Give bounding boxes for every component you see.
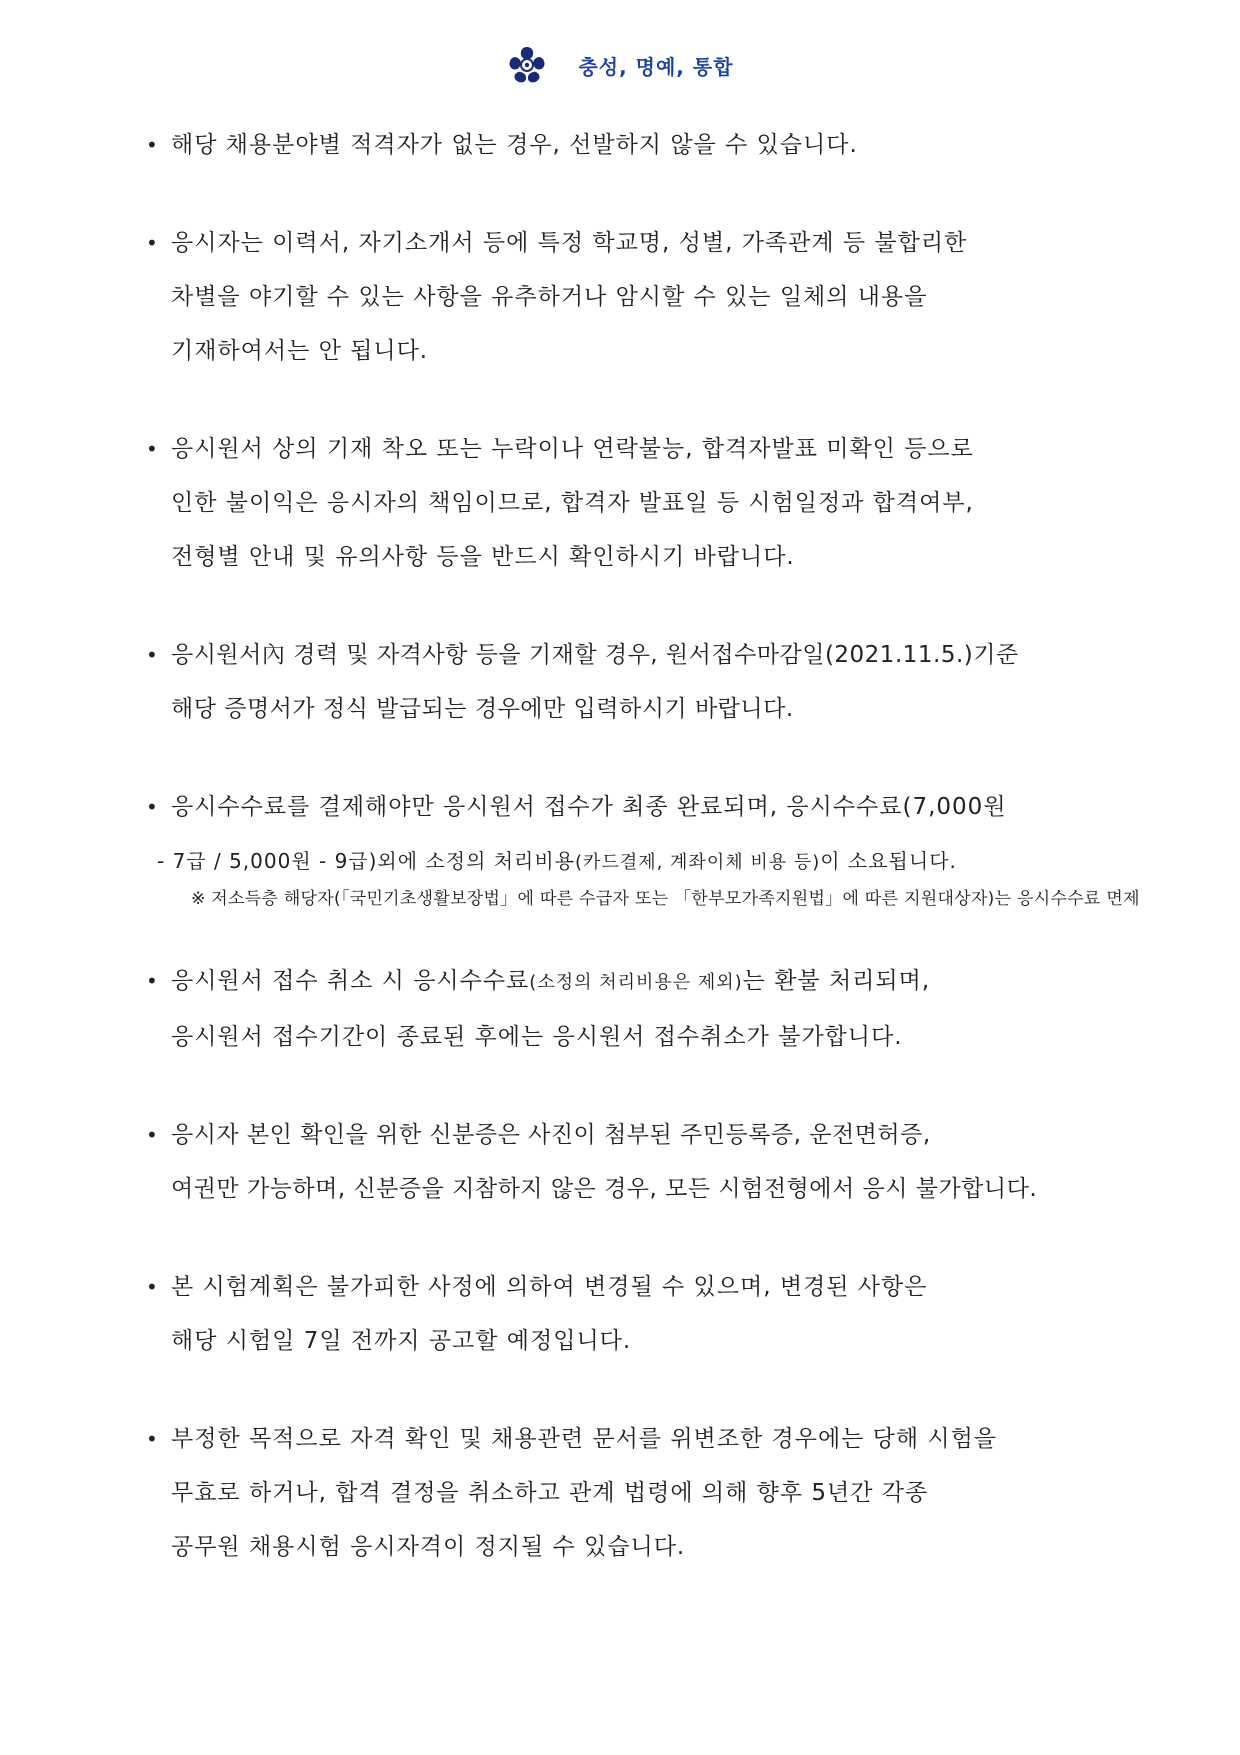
item-text: 응시원서內 경력 및 자격사항 등을 기재할 경우, 원서접수마감일(2021.11.5.)기준 bbox=[171, 642, 1019, 668]
item-text: 기재하여서는 안 됩니다. bbox=[171, 338, 429, 364]
emblem-logo bbox=[506, 44, 548, 86]
list-item bbox=[140, 1412, 1100, 1574]
item-text: 응시수수료를 결제해야만 응시원서 접수가 최종 완료되며, 응시수수료(7,000원 bbox=[171, 794, 1007, 820]
bullet: • bbox=[146, 643, 159, 667]
item-text-line bbox=[171, 954, 1100, 1010]
notice-list bbox=[140, 118, 1140, 1618]
bullet: • bbox=[146, 795, 159, 819]
item-text: 공무원 채용시험 응시자격이 정지될 수 있습니다. bbox=[171, 1534, 686, 1560]
item-text: 인한 불이익은 응시자의 책임이므로, 합격자 발표일 등 시험일정과 합격여부, bbox=[171, 490, 974, 516]
item-text: 이 소요됩니다. bbox=[820, 849, 957, 873]
list-item bbox=[140, 954, 1100, 1064]
bullet: • bbox=[146, 437, 159, 461]
item-text: 무효로 하거나, 합격 결정을 취소하고 관계 법령에 의해 향후 5년간 각종 bbox=[171, 1480, 929, 1506]
list-item bbox=[140, 216, 1100, 378]
bullet: • bbox=[146, 133, 159, 157]
item-text-parenthetical: (카드결제, 계좌이체 비용 등) bbox=[575, 852, 821, 873]
item-text: 본 시험계획은 불가피한 사정에 의하여 변경될 수 있으며, 변경된 사항은 bbox=[171, 1274, 928, 1300]
list-item bbox=[140, 118, 1100, 172]
item-text: 차별을 야기할 수 있는 사항을 유추하거나 암시할 수 있는 일체의 내용을 bbox=[171, 284, 928, 310]
item-text: 해당 증명서가 정식 발급되는 경우에만 입력하시기 바랍니다. bbox=[171, 696, 794, 722]
list-item bbox=[140, 628, 1100, 736]
fee-exemption-note: ※ 저소득층 해당자(「국민기초생활보장법」에 따른 수급자 또는 「한부모가족지원법」에 따른 지원대상자)는 응시수수료 면제 bbox=[191, 889, 1140, 909]
page-header bbox=[0, 40, 1240, 90]
item-text: 는 환불 처리되며, bbox=[742, 968, 931, 994]
bullet: • bbox=[146, 231, 159, 255]
bullet: • bbox=[146, 1123, 159, 1147]
item-text: 부정한 목적으로 자격 확인 및 채용관련 문서를 위변조한 경우에는 당해 시험을 bbox=[171, 1426, 998, 1452]
item-text-parenthetical: (소정의 처리비용은 제외) bbox=[529, 972, 743, 993]
item-text: 응시자 본인 확인을 위한 신분증은 사진이 첨부된 주민등록증, 운전면허증, bbox=[171, 1122, 931, 1148]
item-text-continuation bbox=[157, 834, 1100, 890]
item-text: 응시원서 접수기간이 종료된 후에는 응시원서 접수취소가 불가합니다. bbox=[171, 1024, 903, 1050]
item-text: 해당 시험일 7일 전까지 공고할 예정입니다. bbox=[171, 1328, 632, 1354]
item-text: - 7급 / 5,000원 - 9급)외에 소정의 처리비용 bbox=[157, 849, 576, 873]
item-text: 여권만 가능하며, 신분증을 지참하지 않은 경우, 모든 시험전형에서 응시 불가합니다. bbox=[171, 1176, 1038, 1202]
item-text: 응시원서 상의 기재 착오 또는 누락이나 연락불능, 합격자발표 미확인 등으로 bbox=[171, 436, 974, 462]
bullet: • bbox=[146, 969, 159, 993]
list-item bbox=[140, 422, 1100, 584]
item-text: 해당 채용분야별 적격자가 없는 경우, 선발하지 않을 수 있습니다. bbox=[171, 132, 858, 158]
item-text: 전형별 안내 및 유의사항 등을 반드시 확인하시기 바랍니다. bbox=[171, 544, 795, 570]
bullet: • bbox=[146, 1427, 159, 1451]
bullet: • bbox=[146, 1275, 159, 1299]
list-item bbox=[140, 1108, 1100, 1216]
header-motto: 충성, 명예, 통합 bbox=[578, 54, 734, 79]
list-item bbox=[140, 780, 1140, 914]
item-text: 응시자는 이력서, 자기소개서 등에 특정 학교명, 성별, 가족관계 등 불합리한 bbox=[171, 230, 968, 256]
item-text: 응시원서 접수 취소 시 응시수수료 bbox=[171, 968, 530, 994]
list-item bbox=[140, 1260, 1100, 1368]
